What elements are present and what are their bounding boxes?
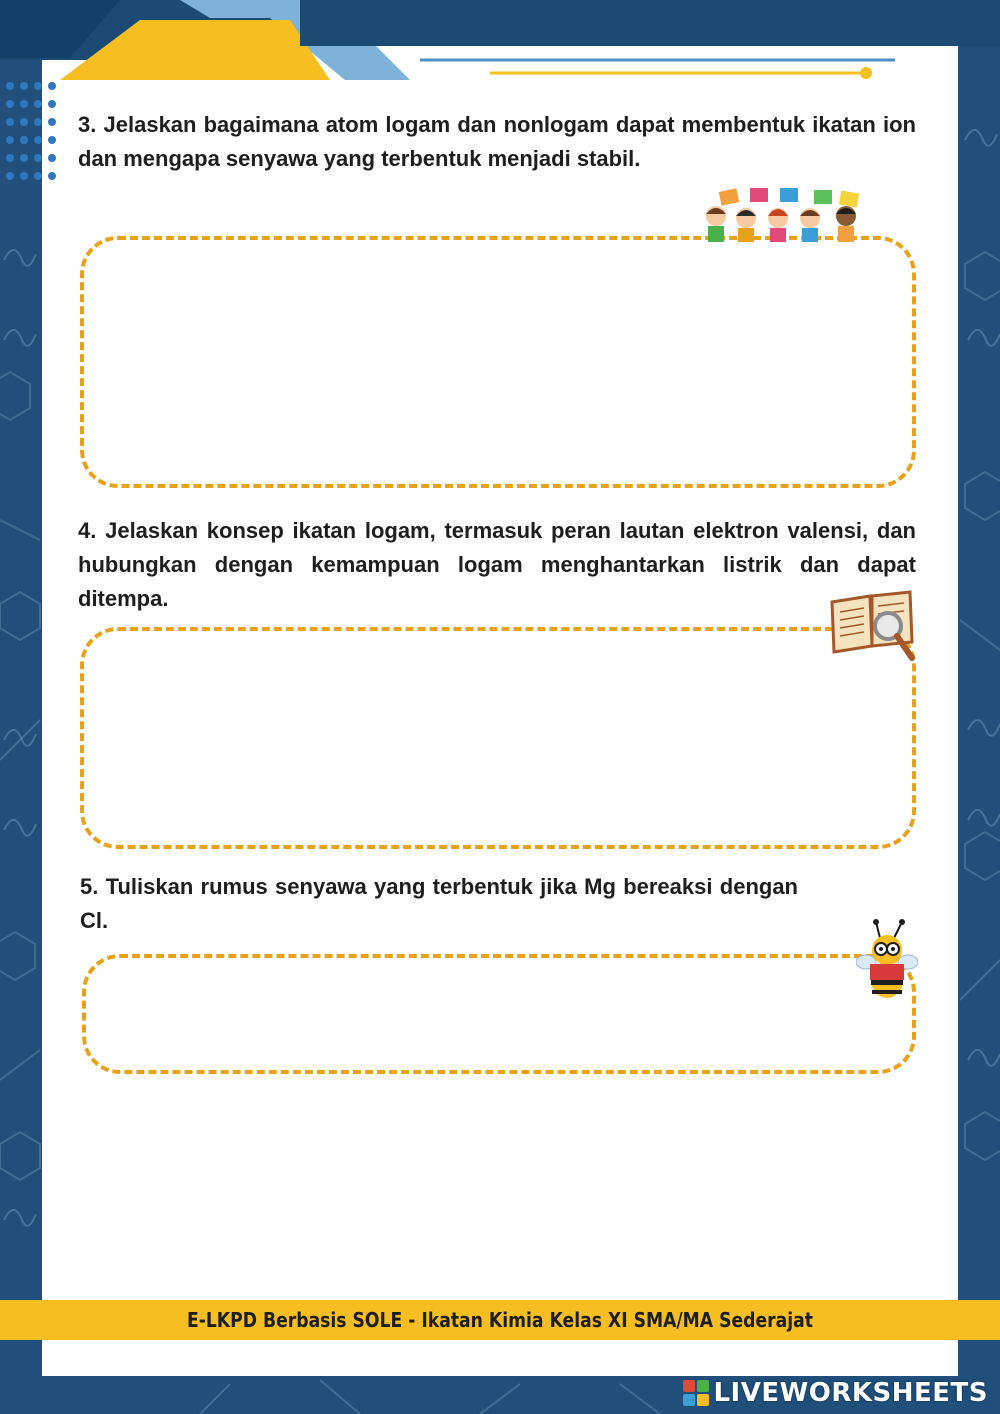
question-number: 5. [80, 874, 99, 899]
watermark-text: LIVEWORKSHEETS [713, 1378, 988, 1408]
open-book-magnifier-icon [826, 588, 918, 666]
question-3 [78, 108, 916, 176]
footer-title: E-LKPD Berbasis SOLE - Ikatan Kimia Kelas XI SMA/MA Sederajat [186, 1308, 813, 1332]
question-5 [80, 870, 798, 938]
answer-box-4[interactable] [80, 627, 916, 849]
liveworksheets-watermark[interactable] [683, 1378, 988, 1408]
question-4 [78, 514, 916, 616]
footer-banner [0, 1300, 1000, 1340]
kids-holding-books-icon [694, 186, 874, 244]
bee-reading-book-icon [856, 916, 918, 1004]
question-text: Tuliskan rumus senyawa yang terbentuk jika Mg bereaksi dengan Cl. [80, 874, 798, 933]
question-number: 4. [78, 518, 97, 543]
liveworksheets-logo-icon [683, 1380, 709, 1406]
answer-box-5[interactable] [82, 954, 916, 1074]
question-text: Jelaskan bagaimana atom logam dan nonlogam dapat membentuk ikatan ion dan mengapa senyawa yang terbentuk menjadi stabil. [78, 112, 916, 171]
answer-box-3[interactable] [80, 236, 916, 488]
question-number: 3. [78, 112, 97, 137]
question-text: Jelaskan konsep ikatan logam, termasuk peran lautan elektron valensi, dan hubungkan dengan kemampuan logam menghantarkan listrik dan dapat ditempa. [78, 518, 916, 611]
